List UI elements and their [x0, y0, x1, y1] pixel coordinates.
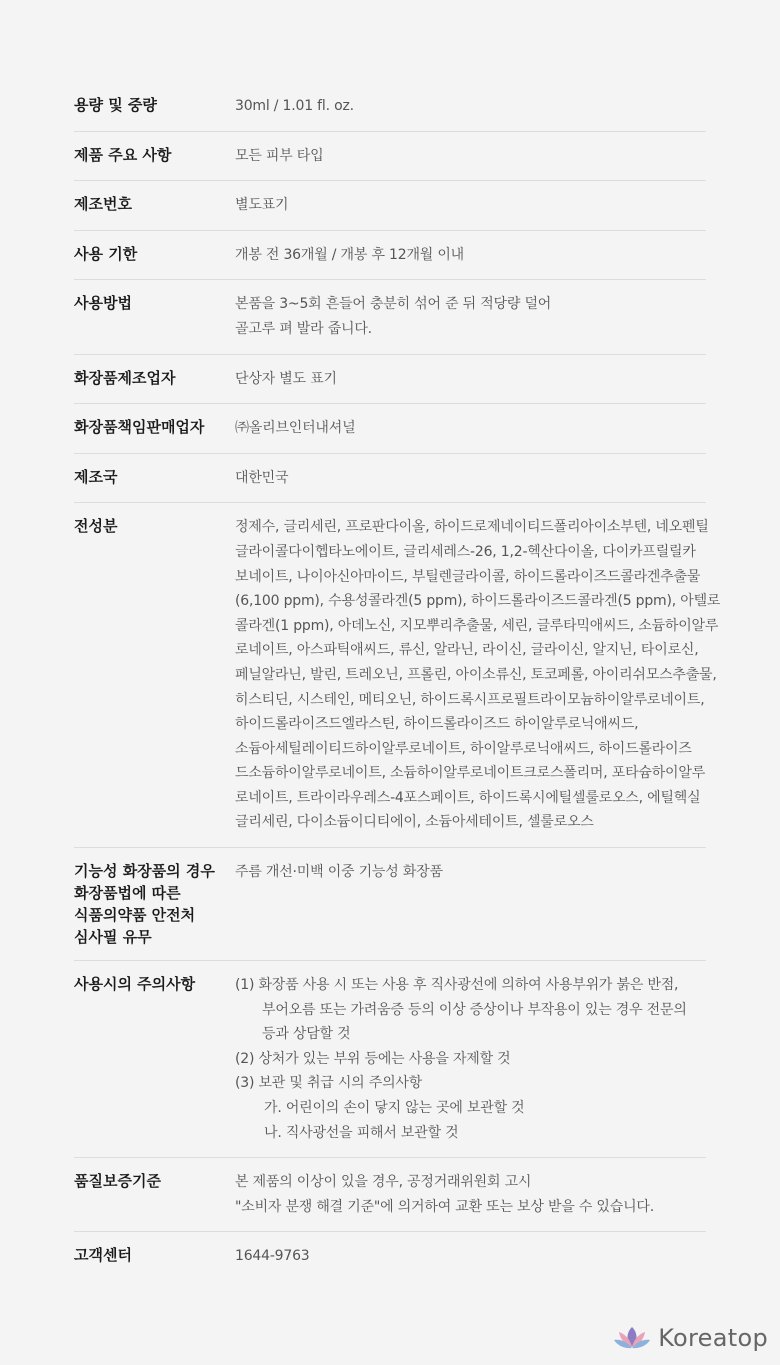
row-label-line: 제품 주요 사항 [74, 145, 172, 164]
row-value-line: 드소듐하이알루로네이트, 소듐하이알루로네이트크로스폴리머, 포타슘하이알루 [235, 765, 706, 782]
info-row [74, 454, 706, 504]
row-label [74, 243, 235, 268]
row-value-line: 페닐알라닌, 발린, 트레오닌, 프롤린, 아이소류신, 토코페롤, 아이리쉬모스추출물, [235, 666, 717, 683]
row-value [235, 193, 706, 218]
row-value [235, 860, 706, 948]
brand-name: Koreatop [658, 1324, 768, 1352]
row-label-line: 전성분 [74, 517, 118, 536]
row-value-line: ㈜올리브인터내셔널 [235, 420, 356, 437]
row-label-line: 사용 기한 [74, 244, 138, 263]
row-label-line: 고객센터 [74, 1246, 132, 1265]
info-row [74, 181, 706, 231]
row-label [74, 515, 235, 835]
row-value-line: 로네이트, 아스파틱애씨드, 류신, 알라닌, 라이신, 글라이신, 알지닌, 타이로신, [235, 642, 699, 659]
row-value-line: 대한민국 [235, 469, 289, 486]
row-value [235, 1170, 706, 1219]
row-value-line: 정제수, 글리세린, 프로판다이올, 하이드로제네이티드폴리아이소부텐, 네오펜틸 [235, 519, 709, 536]
caution-line: 가. 어린이의 손이 닿지 않는 곳에 보관할 것 [264, 1100, 525, 1117]
info-row [74, 231, 706, 281]
row-value [235, 94, 706, 119]
row-value [235, 243, 706, 268]
row-label-line: 화장품책임판매업자 [74, 418, 205, 437]
row-label [74, 193, 235, 218]
caution-line: 나. 직사광선을 피해서 보관할 것 [264, 1124, 459, 1141]
row-value-line: 하이드롤라이즈드엘라스틴, 하이드롤라이즈드 하이알루로닉애씨드, [235, 716, 639, 733]
row-value-line: 보네이트, 나이아신아마이드, 부틸렌글라이콜, 하이드롤라이즈드콜라겐추출물 [235, 568, 701, 585]
product-info-table [74, 82, 721, 1281]
row-value-line: 단상자 별도 표기 [235, 370, 337, 387]
row-label-line: 식품의약품 안전처 [74, 906, 196, 925]
row-value-line: 주름 개선·미백 이중 기능성 화장품 [235, 864, 443, 881]
row-value [235, 466, 706, 491]
info-row [74, 503, 721, 848]
row-label [74, 94, 235, 119]
row-label [74, 416, 235, 441]
row-value-line: 30ml / 1.01 fl. oz. [235, 98, 354, 114]
row-value-line: (6,100 ppm), 수용성콜라겐(5 ppm), 하이드롤라이즈드콜라겐(5 ppm), 아텔로 [235, 593, 721, 610]
row-label-line: 제조번호 [74, 195, 132, 214]
row-value-line: 골고루 펴 발라 줍니다. [235, 320, 372, 337]
row-value-line: 본 제품의 이상이 있을 경우, 공정거래위원회 고시 [235, 1174, 532, 1191]
row-value [235, 292, 706, 341]
row-label [74, 367, 235, 392]
row-label-line: 화장품제조업자 [74, 368, 176, 387]
caution-line: (3) 보관 및 취급 시의 주의사항 [235, 1075, 423, 1092]
info-row [74, 355, 706, 405]
row-value-line: 별도표기 [235, 197, 289, 214]
row-label [74, 292, 235, 341]
row-label-line: 기능성 화장품의 경우 [74, 862, 215, 881]
row-value-line: 본품을 3~5회 흔들어 충분히 섞어 준 뒤 적당량 덜어 [235, 296, 552, 313]
row-value-line: 글라이콜다이헵타노에이트, 글리세레스-26, 1,2-헥산다이올, 다이카프릴릴카 [235, 543, 696, 560]
row-label-line: 화장품법에 따른 [74, 884, 181, 903]
row-label [74, 144, 235, 169]
lotus-icon [612, 1323, 652, 1353]
caution-line: (2) 상처가 있는 부위 등에는 사용을 자제할 것 [235, 1050, 511, 1067]
row-value [235, 1244, 706, 1269]
row-value [235, 416, 706, 441]
brand-logo [612, 1323, 768, 1353]
row-value-line: "소비자 분쟁 해결 기준"에 의거하여 교환 또는 보상 받을 수 있습니다. [235, 1198, 654, 1215]
row-label-line: 심사필 유무 [74, 928, 152, 947]
row-value-line: 개봉 전 36개월 / 개봉 후 12개월 이내 [235, 246, 464, 263]
caution-line: (1) 화장품 사용 시 또는 사용 후 직사광선에 의하여 사용부위가 붉은 반점, [235, 977, 679, 994]
row-value [235, 515, 720, 835]
row-label [74, 1244, 235, 1269]
row-label-line: 용량 및 중량 [74, 96, 157, 114]
row-label-line: 제조국 [74, 467, 118, 486]
row-value-line: 소듐아세틸레이티드하이알루로네이트, 하이알루로닉애씨드, 하이드롤라이즈 [235, 740, 692, 757]
caution-line: 부어오름 또는 가려움증 등의 이상 증상이나 부작용이 있는 경우 전문의 [262, 1001, 687, 1018]
info-row [74, 132, 706, 182]
info-row [74, 848, 706, 961]
row-value-line: 히스티딘, 시스테인, 메티오닌, 하이드록시프로필트라이모늄하이알루로네이트, [235, 691, 705, 708]
info-row [74, 82, 706, 132]
row-label [74, 1170, 235, 1219]
row-value-line: 콜라겐(1 ppm), 아데노신, 지모뿌리추출물, 세린, 글루타믹애씨드, 소듐하이알루 [235, 617, 719, 634]
row-label-line: 품질보증기준 [74, 1172, 161, 1191]
info-row [74, 1158, 706, 1232]
row-label [74, 973, 235, 1145]
row-label-line: 사용시의 주의사항 [74, 975, 196, 994]
caution-line: 등과 상담할 것 [262, 1026, 351, 1043]
info-row [74, 1232, 706, 1281]
row-value-line: 1644-9763 [235, 1248, 310, 1265]
row-value-line: 모든 피부 타입 [235, 147, 324, 164]
row-label-line: 사용방법 [74, 294, 132, 313]
info-row [74, 961, 706, 1158]
row-value [235, 973, 706, 1145]
row-label [74, 860, 235, 948]
info-row [74, 404, 706, 454]
row-value-line: 글리세린, 다이소듐이디티에이, 소듐아세테이트, 셀룰로오스 [235, 814, 594, 831]
row-value-line: 로네이트, 트라이라우레스-4포스페이트, 하이드록시에틸셀룰로오스, 에틸헥실 [235, 789, 701, 806]
row-value [235, 144, 706, 169]
row-value [235, 367, 706, 392]
info-row [74, 280, 706, 354]
row-label [74, 466, 235, 491]
